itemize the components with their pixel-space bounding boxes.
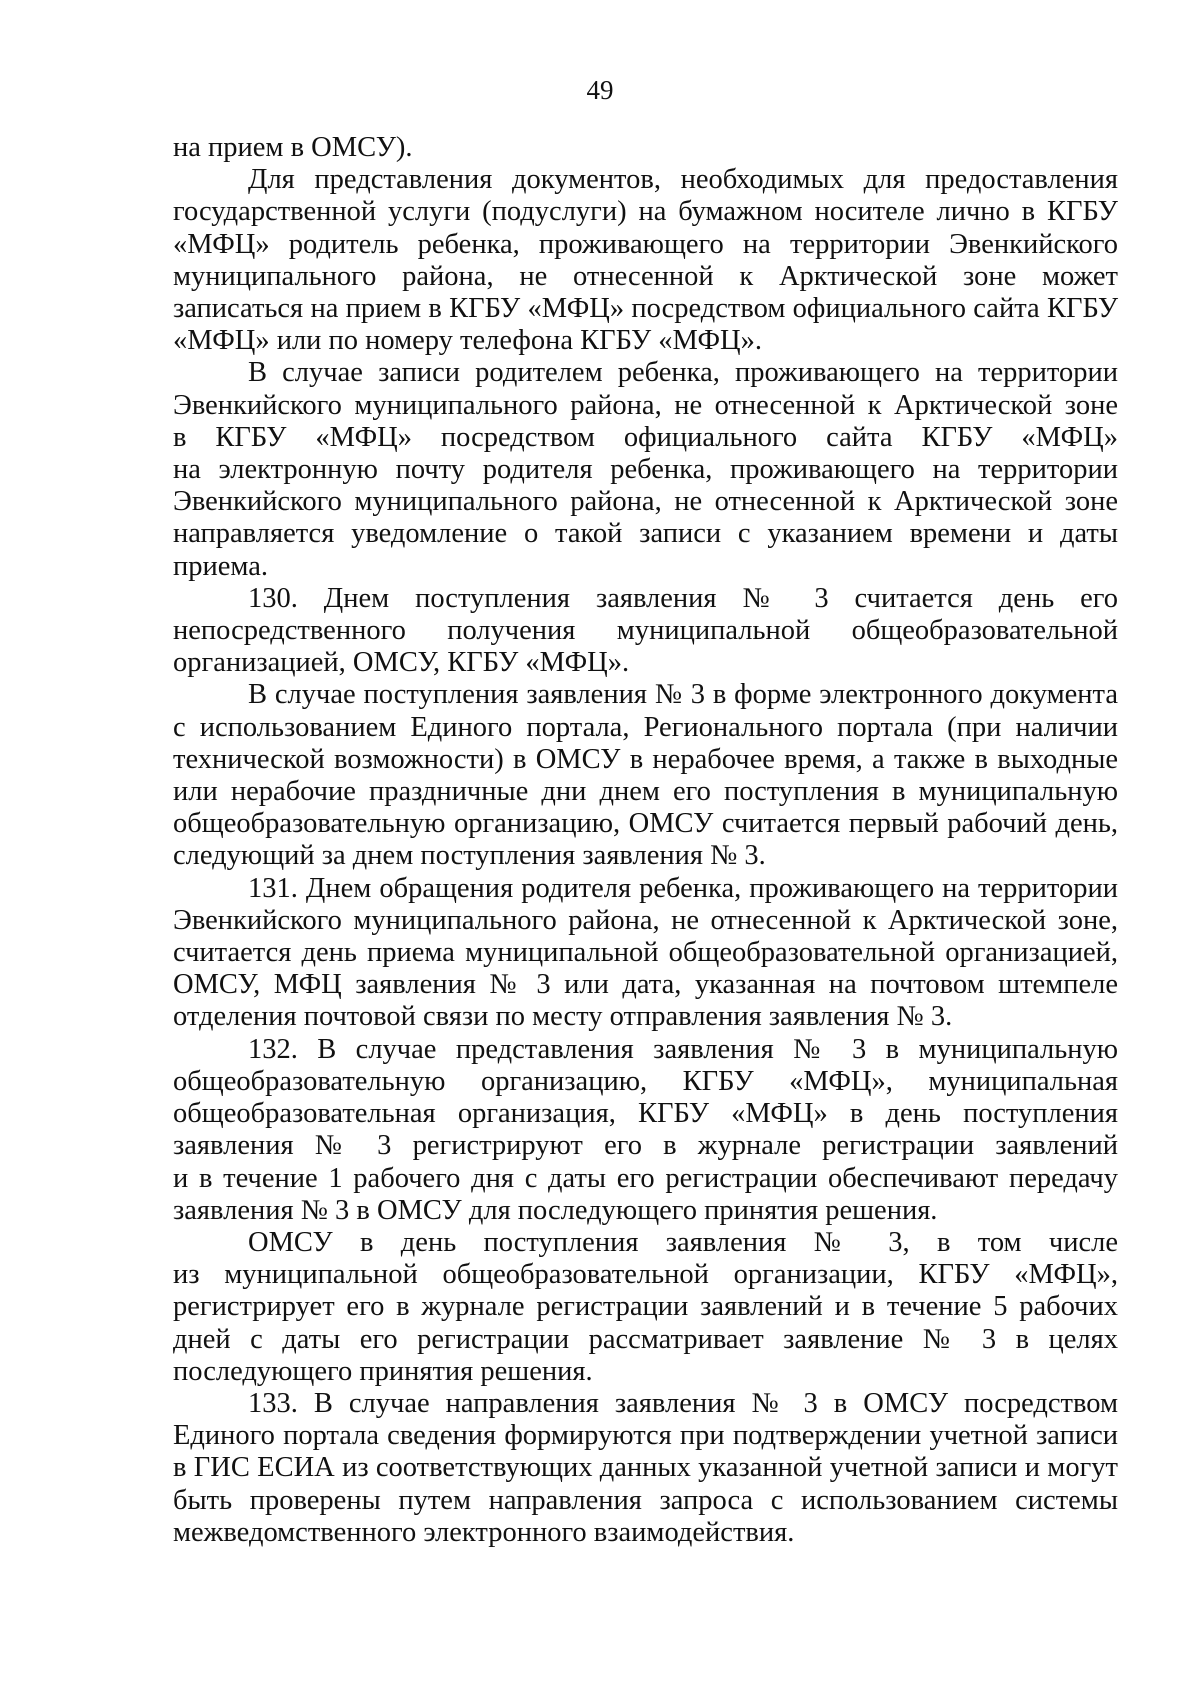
text-line: с использованием Единого портала, Регионального портала (при наличии (173, 711, 1118, 743)
text-line: Для представления документов, необходимых для предоставления (248, 164, 1118, 196)
text-line: ОМСУ в день поступления заявления № 3, в том числе (248, 1226, 1118, 1258)
text-line: из муниципальной общеобразовательной организации, КГБУ «МФЦ», (173, 1259, 1118, 1291)
text-line: межведомственного электронного взаимодействия. (173, 1516, 795, 1548)
paragraph-item-130 (173, 583, 1118, 680)
text-line: на электронную почту родителя ребенка, проживающего на территории (173, 454, 1118, 486)
text-line: регистрирует его в журнале регистрации заявлений и в течение 5 рабочих (173, 1291, 1118, 1323)
text-line: дней с даты его регистрации рассматривает заявление № 3 в целях (173, 1323, 1118, 1355)
text-line: быть проверены путем направления запроса с использованием системы (173, 1484, 1118, 1516)
paragraph-item-132 (173, 1034, 1118, 1227)
text-line: общеобразовательная организация, КГБУ «МФЦ» в день поступления (173, 1098, 1118, 1130)
text-line: Эвенкийского муниципального района, не отнесенной к Арктической зоне (173, 389, 1118, 421)
text-line: В случае записи родителем ребенка, проживающего на территории (248, 357, 1118, 389)
text-line: или нерабочие праздничные дни днем его поступления в муниципальную (173, 776, 1118, 808)
text-line: заявления № 3 в ОМСУ для последующего принятия решения. (173, 1194, 938, 1226)
text-line: Эвенкийского муниципального района, не отнесенной к Арктической зоне (173, 486, 1118, 518)
text-line: последующего принятия решения. (173, 1355, 593, 1387)
text-line: 131. Днем обращения родителя ребенка, проживающего на территории (248, 872, 1118, 904)
paragraph-booking-notice (173, 357, 1118, 582)
text-line: и в течение 1 рабочего дня с даты его регистрации обеспечивают передачу (173, 1162, 1118, 1194)
text-line: общеобразовательную организацию, КГБУ «МФЦ», муниципальная (173, 1065, 1118, 1097)
text-line: заявления № 3 регистрируют его в журнале регистрации заявлений (173, 1130, 1118, 1162)
text-line: направляется уведомление о такой записи с указанием времени и даты (173, 518, 1118, 550)
paragraph-continuation (173, 132, 1118, 164)
text-line: Эвенкийского муниципального района, не отнесенной к Арктической зоне, (173, 904, 1118, 936)
text-line: технической возможности) в ОМСУ в нерабочее время, а также в выходные (173, 743, 1118, 775)
text-line: записаться на прием в КГБУ «МФЦ» посредством официального сайта КГБУ (173, 293, 1118, 325)
text-line: государственной услуги (подуслуги) на бумажном носителе лично в КГБУ (173, 196, 1118, 228)
text-line: Единого портала сведения формируются при подтверждении учетной записи (173, 1420, 1118, 1452)
text-line: на прием в ОМСУ). (173, 132, 413, 163)
text-line: 132. В случае представления заявления № 3 в муниципальную (248, 1033, 1118, 1065)
text-line: отделения почтовой связи по месту отправления заявления № 3. (173, 1001, 953, 1033)
text-line: «МФЦ» родитель ребенка, проживающего на территории Эвенкийского (173, 228, 1118, 260)
paragraph-electronic-submission (173, 679, 1118, 872)
text-line: организацией, ОМСУ, КГБУ «МФЦ». (173, 647, 630, 679)
text-line: «МФЦ» или по номеру телефона КГБУ «МФЦ». (173, 325, 762, 357)
text-line: 133. В случае направления заявления № 3 в ОМСУ посредством (248, 1387, 1118, 1419)
paragraph-item-131 (173, 873, 1118, 1034)
text-line: в ГИС ЕСИА из соответствующих данных указанной учетной записи и могут (173, 1452, 1118, 1484)
text-line: непосредственного получения муниципальной общеобразовательной (173, 615, 1118, 647)
text-line: считается день приема муниципальной общеобразовательной организацией, (173, 937, 1118, 969)
text-line: в КГБУ «МФЦ» посредством официального сайта КГБУ «МФЦ» (173, 421, 1118, 453)
document-body (173, 132, 1118, 1549)
page-number: 49 (586, 75, 614, 105)
text-line: муниципального района, не отнесенной к Арктической зоне может (173, 260, 1118, 292)
paragraph-item-133 (173, 1388, 1118, 1549)
paragraph-mfc-appointment (173, 164, 1118, 357)
text-line: 130. Днем поступления заявления № 3 считается день его (248, 582, 1118, 614)
text-line: ОМСУ, МФЦ заявления № 3 или дата, указанная на почтовом штемпеле (173, 969, 1118, 1001)
paragraph-omsu-registration (173, 1227, 1118, 1388)
text-line: следующий за днем поступления заявления № 3. (173, 840, 766, 872)
text-line: общеобразовательную организацию, ОМСУ считается первый рабочий день, (173, 808, 1118, 840)
text-line: В случае поступления заявления № 3 в форме электронного документа (248, 679, 1118, 711)
text-line: приема. (173, 550, 269, 582)
